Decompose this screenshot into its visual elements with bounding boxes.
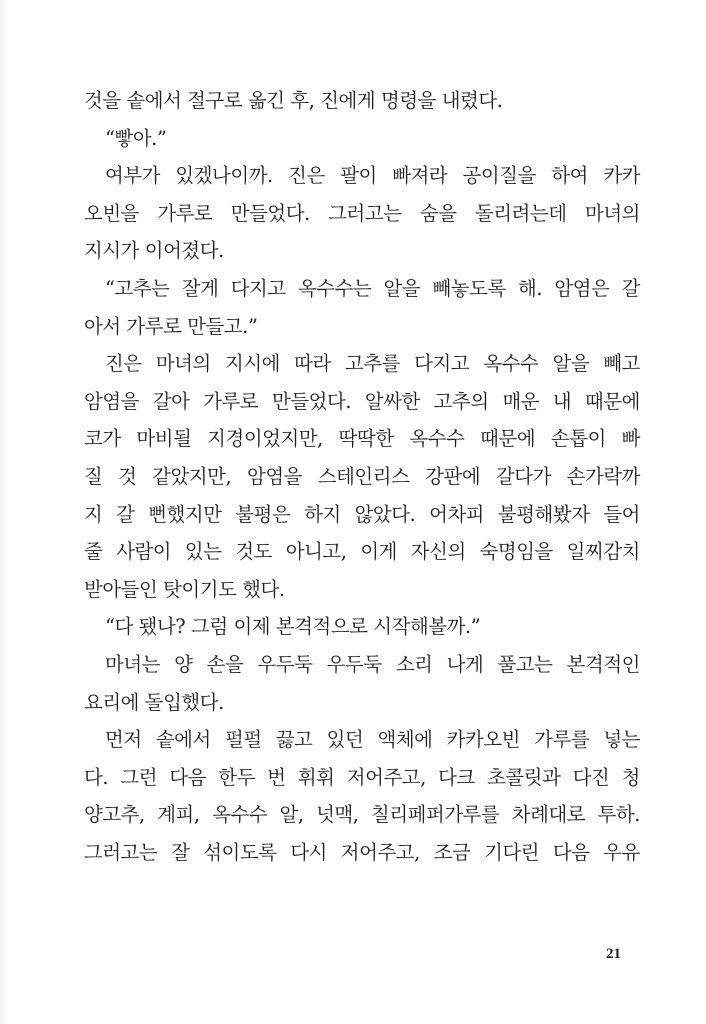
text-line: 질 것 같았지만, 암염을 스테인리스 강판에 갈다가 손가락까: [84, 464, 640, 488]
text-line: 코가 마비될 지경이었지만, 딱딱한 옥수수 때문에 손톱이 빠: [84, 427, 640, 451]
body-text: [84, 82, 640, 871]
text-line: 줄 사람이 있는 것도 아니고, 이게 자신의 숙명임을 일찌감치: [84, 540, 640, 564]
text-line: 암염을 갈아 가루로 만들었다. 알싸한 고추의 매운 내 때문에: [84, 389, 640, 413]
text-line: 요리에 돌입했다.: [84, 690, 224, 714]
text-line: 먼저 솥에서 펄펄 끓고 있던 액체에 카카오빈 가루를 넣는: [105, 728, 640, 752]
text-line: 아서 가루로 만들고.”: [84, 314, 258, 338]
text-line: 오빈을 가루로 만들었다. 그러고는 숨을 돌리려는데 마녀의: [84, 201, 640, 225]
text-line: “빻아.”: [105, 126, 167, 150]
text-line: 마녀는 양 손을 우두둑 우두둑 소리 나게 풀고는 본격적인: [105, 652, 640, 676]
text-line: 진은 마녀의 지시에 따라 고추를 다지고 옥수수 알을 빼고: [105, 352, 640, 376]
text-line: 여부가 있겠나이까. 진은 팔이 빠져라 공이질을 하여 카카: [105, 164, 640, 188]
text-line: 지시가 이어졌다.: [84, 239, 224, 263]
text-line: 지 갈 뻔했지만 불평은 하지 않았다. 어차피 불평해봤자 들어: [84, 502, 640, 526]
text-line: 것을 솥에서 절구로 옮긴 후, 진에게 명령을 내렸다.: [84, 89, 503, 112]
text-line: “다 됐나? 그럼 이제 본격적으로 시작해볼까.”: [105, 615, 481, 639]
page-number: 21: [606, 946, 621, 962]
text-line: 받아들인 탓이기도 했다.: [84, 577, 285, 601]
text-line: 다. 그런 다음 한두 번 휘휘 저어주고, 다크 초콜릿과 다진 청: [84, 765, 640, 789]
text-line: 그러고는 잘 섞이도록 다시 저어주고, 조금 기다린 다음 우유: [84, 840, 640, 864]
text-line: “고추는 잘게 다지고 옥수수는 알을 빼놓도록 해. 암염은 갈: [105, 276, 640, 300]
page-edge-shadow: [0, 0, 10, 1024]
text-line: 양고추, 계피, 옥수수 알, 넛맥, 칠리페퍼가루를 차례대로 투하.: [84, 803, 640, 827]
